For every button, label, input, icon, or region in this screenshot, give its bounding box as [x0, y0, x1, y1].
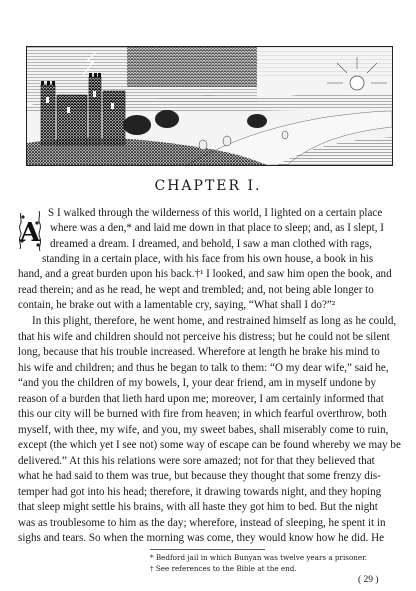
text-line: that sleep might settle his brains, with all haste they got him to bed. But the night: [18, 501, 378, 513]
text-line: was as troublesome to him as the day; wherefore, instead of sleeping, he spent it in: [18, 517, 386, 529]
text-line: long, because that his trouble increased. Wherefore at length he brake his mind to: [18, 346, 380, 358]
text-line: his wife and children; and thus he began to talk to them: “O my dear wife,” said he,: [18, 362, 389, 374]
text-line: sighs and tears. So when the morning was come, they would know how he did. He: [18, 532, 385, 544]
footnote: * Bedford jail in which Bunyan was twelve years a prisoner.: [150, 553, 368, 562]
chapter-title: CHAPTER I.: [154, 178, 262, 194]
text-line: In this plight, therefore, he went home, and restrained himself as long as he could,: [32, 315, 397, 327]
text-line: this our city will be burned with fire from heaven; in which fearful overthrow, both: [18, 408, 387, 420]
text-line: contain, he brake out with a lamentable cry, saying, “What shall I do?”²: [18, 299, 336, 311]
svg-text:A: A: [19, 218, 41, 248]
footnote: † See references to the Bible at the end.: [150, 564, 297, 573]
text-line: except (the which yet I see not) some way of escape can be found whereby we may be: [18, 439, 401, 451]
text-line: standing in a certain place, with his face from his own house, a book in his: [42, 253, 374, 265]
text-line: where was a den,* and laid me down in that place to sleep; and, as I slept, I: [50, 222, 384, 234]
text-line: reason of a burden that lieth hard upon me; moreover, I am certainly informed that: [18, 393, 384, 405]
footnote-rule: [150, 549, 265, 550]
text-line: temper had got into his head; therefore, it drawing towards night, and they hoping: [18, 486, 382, 498]
text-line: hand, and a great burden upon his back.†¹ I looked, and saw him open the book, and: [18, 268, 392, 280]
drop-cap: [17, 207, 43, 253]
text-line: dreamed a dream. I dreamed, and behold, I saw a man clothed with rags,: [50, 238, 372, 250]
page-number: ( 29 ): [358, 575, 379, 585]
text-line: “and you the children of my bowels, I, your dear friend, am in myself undone by: [18, 377, 376, 389]
text-line: what he had said to them was true, but because they thought that some frenzy dis-: [18, 470, 381, 482]
text-line: myself, with thee, my wife, and you, my sweet babes, shall miserably come to ruin,: [18, 424, 389, 436]
text-line: delivered.” At this his relations were sore amazed; not for that they believed that: [18, 455, 375, 467]
text-line: read therein; and as he read, he wept and trembled; and, not being able longer to: [18, 284, 374, 296]
text-line: S I walked through the wilderness of this world, I lighted on a certain place: [48, 207, 383, 219]
header-illustration: [26, 46, 393, 166]
text-line: that his wife and children should not perceive his distress; but he could not be silent: [18, 331, 390, 343]
